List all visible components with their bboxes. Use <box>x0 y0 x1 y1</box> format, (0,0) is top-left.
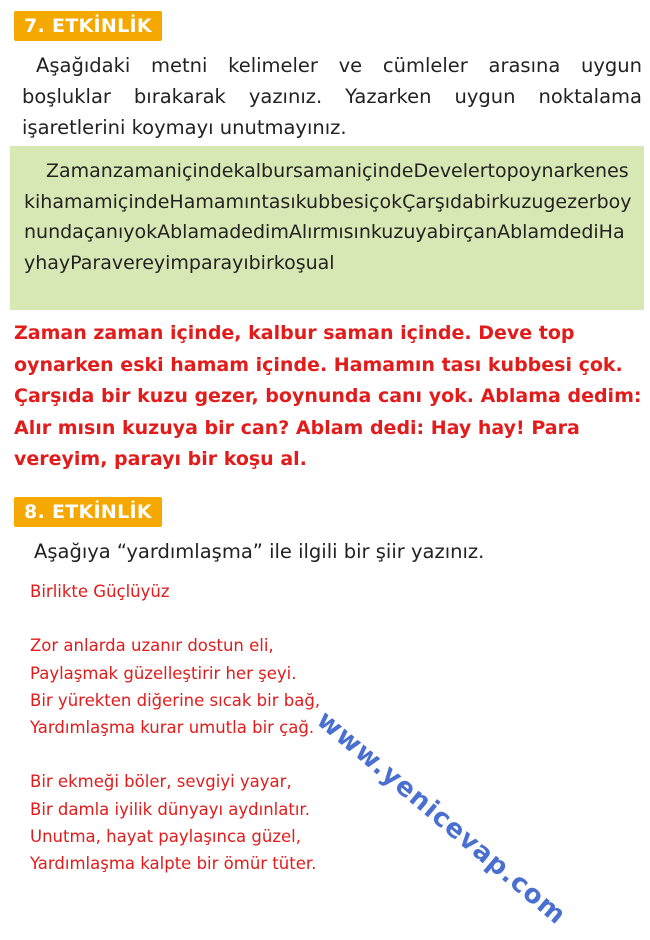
poem-line: Unutma, hayat paylaşınca güzel, <box>30 827 301 847</box>
poem-line: Zor anlarda uzanır dostun eli, <box>30 636 274 656</box>
poem-line: Bir damla iyilik dünyayı aydınlatır. <box>30 799 310 819</box>
poem-line: Bir yürekten diğerine sıcak bir bağ, <box>30 690 321 710</box>
activity-7-instruction: Aşağıdaki metni kelimeler ve cümleler arasına uygun boşluklar bırakarak yazınız. Yazarken uygun noktalama işaretlerini koymayı unutmayınız. <box>22 54 642 139</box>
activity-8-instruction: Aşağıya “yardımlaşma” ile ilgili bir şiir yazınız. <box>34 540 485 563</box>
activity-7-badge: 7. ETKİNLİK <box>14 11 162 41</box>
poem-line: Yardımlaşma kurar umutla bir çağ. <box>30 718 315 738</box>
poem-title: Birlikte Güçlüyüz <box>30 582 170 601</box>
poem-line: Bir ekmeği böler, sevgiyi yayar, <box>30 772 292 792</box>
poem-line: Paylaşmak güzelleştirir her şeyi. <box>30 663 297 683</box>
poem-line: Yardımlaşma kalpte bir ömür tüter. <box>30 854 317 874</box>
poem-stanza-2 <box>30 768 410 877</box>
jumbled-text: ZamanzamaniçindekalbursamaniçindeDevelertopoynarkeneskihamamiçindeHamamıntasıkubbesiçokÇarşıdabirkuzugezerboynundaçanıyokAblamadedimAlırmısınkuzuyabirçanAblamdediHayhayParavereyimparayıbirkoşual <box>24 160 632 274</box>
jumbled-text-box <box>10 146 644 310</box>
watermark: www.yenicevap.com <box>310 705 572 931</box>
activity-7-answer: Zaman zaman içinde, kalbur saman içinde. Deve top oynarken eski hamam içinde. Hamamın tası kubbesi çok. Çarşıda bir kuzu gezer, boynunda canı yok. Ablama dedim: Alır mısın kuzuya bir can? Ablam dedi: Hay hay! Para vereyim, parayı bir koşu al. <box>14 322 642 470</box>
activity-8-badge: 8. ETKİNLİK <box>14 497 162 527</box>
